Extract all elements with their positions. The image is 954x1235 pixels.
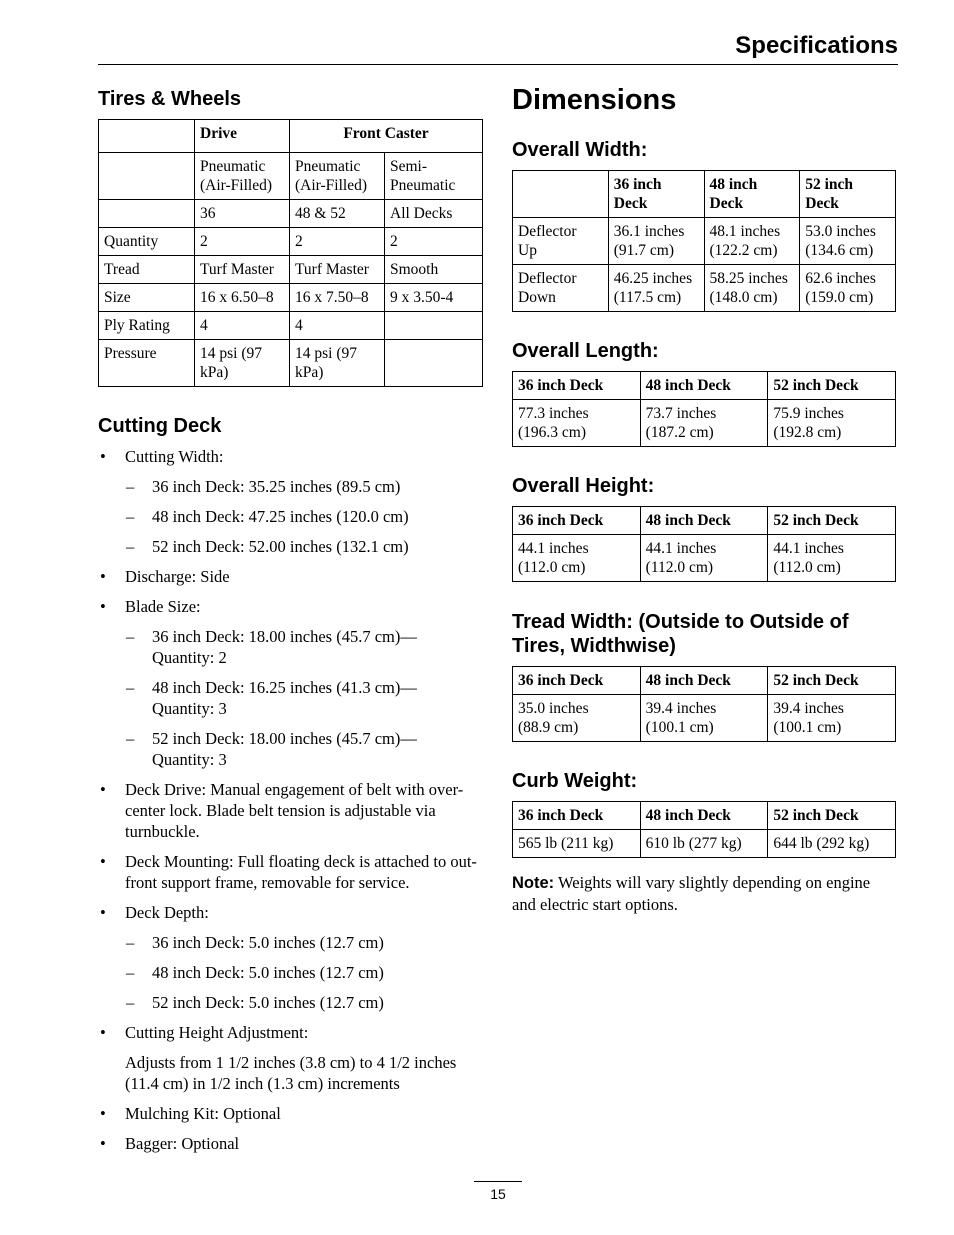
table-row: [513, 535, 896, 582]
table-row: [513, 507, 896, 535]
table-row: [99, 228, 483, 256]
table-cell: 46.25 inches (117.5 cm): [608, 265, 704, 312]
table-row: [513, 265, 896, 312]
table-row: [513, 830, 896, 858]
table-cell: 4: [195, 312, 290, 340]
page-number: 15: [490, 1186, 506, 1202]
list-item: – 52 inch Deck: 5.0 inches (12.7 cm): [126, 993, 384, 1012]
overall-width-table: [512, 170, 896, 312]
table-cell: 644 lb (292 kg): [768, 830, 896, 858]
list-item: – 52 inch Deck: 18.00 inches (45.7 cm)—Quantity: 3: [126, 729, 417, 769]
table-cell: 77.3 inches (196.3 cm): [513, 400, 641, 447]
list-item: – 36 inch Deck: 35.25 inches (89.5 cm): [126, 477, 401, 496]
overall-height-heading: Overall Height:: [512, 475, 655, 497]
tread-width-table: [512, 666, 896, 742]
table-cell: 75.9 inches (192.8 cm): [768, 400, 896, 447]
table-header-cell: 48 inch Deck: [704, 171, 800, 218]
table-cell: [99, 153, 195, 200]
table-cell: [99, 200, 195, 228]
table-cell: [513, 171, 609, 218]
table-row: [513, 695, 896, 742]
table-cell: 48 & 52: [290, 200, 385, 228]
list-item: • Cutting Width: – 36 inch Deck: 35.25 inches (89.5 cm) – 48 inch Deck: 47.25 inches (120.0 cm) – 52 inch Deck: 52.00 inches (132.1 cm): [98, 446, 482, 557]
list-item: – 48 inch Deck: 47.25 inches (120.0 cm): [126, 507, 409, 526]
table-cell: Deflector Up: [513, 218, 609, 265]
table-cell: 4: [290, 312, 385, 340]
curb-weight-heading: Curb Weight:: [512, 770, 638, 792]
list-item: • Bagger: Optional: [100, 1134, 240, 1153]
table-cell: Turf Master: [195, 256, 290, 284]
right-column: [512, 84, 898, 915]
page-section-title: Specifications: [735, 32, 898, 59]
table-cell: Deflector Down: [513, 265, 609, 312]
table-cell: Turf Master: [290, 256, 385, 284]
table-cell: Semi-Pneumatic: [385, 153, 483, 200]
weight-note: [512, 872, 898, 915]
table-cell: 16 x 7.50–8: [290, 284, 385, 312]
table-row: [513, 171, 896, 218]
table-cell: 2: [290, 228, 385, 256]
table-cell: 565 lb (211 kg): [513, 830, 641, 858]
list-item: • Cutting Height Adjustment: Adjusts from 1 1/2 inches (3.8 cm) to 4 1/2 inches (11.4 cm) in 1/2 inch (1.3 cm) increments: [98, 1022, 482, 1094]
table-cell: 39.4 inches (100.1 cm): [768, 695, 896, 742]
table-header-cell: 52 inch Deck: [768, 667, 896, 695]
table-header-cell: 52 inch Deck: [768, 507, 896, 535]
cutting-deck-heading: Cutting Deck: [98, 415, 222, 437]
tires-wheels-heading: Tires & Wheels: [98, 88, 242, 110]
overall-length-heading: Overall Length:: [512, 340, 659, 362]
table-header-cell: Drive: [195, 120, 290, 153]
table-cell: 36: [195, 200, 290, 228]
table-header-cell: 36 inch Deck: [513, 667, 641, 695]
table-header-cell: 48 inch Deck: [640, 667, 768, 695]
table-cell: Quantity: [99, 228, 195, 256]
table-row: [99, 312, 483, 340]
table-row: [99, 153, 483, 200]
list-item: – 52 inch Deck: 52.00 inches (132.1 cm): [126, 537, 409, 556]
table-cell: 53.0 inches (134.6 cm): [800, 218, 896, 265]
table-cell: Smooth: [385, 256, 483, 284]
table-header-cell: 52 inch Deck: [800, 171, 896, 218]
table-header-cell: 36 inch Deck: [513, 372, 641, 400]
table-cell: 2: [195, 228, 290, 256]
overall-height-table: [512, 506, 896, 582]
table-cell: 14 psi (97 kPa): [290, 340, 385, 387]
curb-weight-table: [512, 801, 896, 858]
table-cell: 44.1 inches (112.0 cm): [640, 535, 768, 582]
tread-width-heading: Tread Width: (Outside to Outside of Tires, Widthwise): [512, 611, 849, 657]
header-divider: [98, 64, 898, 65]
table-row: [99, 284, 483, 312]
table-header-cell: 36 inch Deck: [608, 171, 704, 218]
overall-length-table: [512, 371, 896, 447]
list-item: • Deck Drive: Manual engagement of belt with over-center lock. Blade belt tension is adjustable via turnbuckle.: [100, 780, 464, 841]
tires-wheels-table: [98, 119, 483, 387]
table-header-cell: 48 inch Deck: [640, 802, 768, 830]
left-column: [98, 88, 482, 1163]
table-cell: Pneumatic (Air-Filled): [195, 153, 290, 200]
list-item: – 48 inch Deck: 16.25 inches (41.3 cm)—Quantity: 3: [126, 678, 417, 718]
list-item: – 48 inch Deck: 5.0 inches (12.7 cm): [126, 963, 384, 982]
table-cell: 48.1 inches (122.2 cm): [704, 218, 800, 265]
table-cell: 2: [385, 228, 483, 256]
note-text: Weights will vary slightly depending on engine and electric start options.: [512, 873, 871, 914]
footer-divider: [474, 1181, 522, 1182]
table-row: [513, 802, 896, 830]
table-row: [513, 400, 896, 447]
list-item: • Mulching Kit: Optional: [100, 1104, 281, 1123]
table-cell: 9 x 3.50-4: [385, 284, 483, 312]
table-cell: 62.6 inches (159.0 cm): [800, 265, 896, 312]
table-cell: Pressure: [99, 340, 195, 387]
table-header-cell: 52 inch Deck: [768, 372, 896, 400]
overall-width-heading: Overall Width:: [512, 139, 648, 161]
table-cell: 44.1 inches (112.0 cm): [768, 535, 896, 582]
table-cell: Tread: [99, 256, 195, 284]
dimensions-heading: Dimensions: [512, 84, 677, 116]
list-item: • Deck Mounting: Full floating deck is attached to out-front support frame, removable for service.: [100, 852, 477, 892]
table-cell: Ply Rating: [99, 312, 195, 340]
table-header-cell: 36 inch Deck: [513, 507, 641, 535]
table-cell: 16 x 6.50–8: [195, 284, 290, 312]
table-row: [513, 667, 896, 695]
cutting-deck-list: [98, 446, 482, 1154]
table-cell: Size: [99, 284, 195, 312]
table-row: [99, 200, 483, 228]
table-cell: 610 lb (277 kg): [640, 830, 768, 858]
table-cell: 58.25 inches (148.0 cm): [704, 265, 800, 312]
table-row: [99, 340, 483, 387]
list-item: – 36 inch Deck: 5.0 inches (12.7 cm): [126, 933, 384, 952]
table-header-cell: Front Caster: [290, 120, 483, 153]
cutting-height-detail: Adjusts from 1 1/2 inches (3.8 cm) to 4 1/2 inches (11.4 cm) in 1/2 inch (1.3 cm) increments: [125, 1053, 457, 1093]
list-item: – 36 inch Deck: 18.00 inches (45.7 cm)—Quantity: 2: [126, 627, 417, 667]
table-cell: 35.0 inches (88.9 cm): [513, 695, 641, 742]
table-cell: Pneumatic (Air-Filled): [290, 153, 385, 200]
table-cell: All Decks: [385, 200, 483, 228]
table-cell: [385, 340, 483, 387]
table-cell: 44.1 inches (112.0 cm): [513, 535, 641, 582]
table-cell: 14 psi (97 kPa): [195, 340, 290, 387]
list-item: • Blade Size: – 36 inch Deck: 18.00 inches (45.7 cm)—Quantity: 2 – 48 inch Deck: 16.25 inches (41.3 cm)—Quantity: 3 – 52 inch Deck: 18.00 inches (45.7 cm)—Quantity: 3: [98, 596, 482, 770]
table-row: [99, 256, 483, 284]
table-cell: [385, 312, 483, 340]
table-row: [513, 218, 896, 265]
table-header-cell: 48 inch Deck: [640, 507, 768, 535]
table-row: [99, 120, 483, 153]
note-label: Note:: [512, 874, 555, 892]
list-item: • Deck Depth: – 36 inch Deck: 5.0 inches (12.7 cm) – 48 inch Deck: 5.0 inches (12.7 cm) – 52 inch Deck: 5.0 inches (12.7 cm): [98, 902, 482, 1013]
table-cell: 73.7 inches (187.2 cm): [640, 400, 768, 447]
table-header-cell: 48 inch Deck: [640, 372, 768, 400]
table-cell: 36.1 inches (91.7 cm): [608, 218, 704, 265]
table-row: [513, 372, 896, 400]
table-cell: 39.4 inches (100.1 cm): [640, 695, 768, 742]
table-header-cell: 36 inch Deck: [513, 802, 641, 830]
list-item: • Discharge: Side: [100, 567, 230, 586]
table-header-cell: 52 inch Deck: [768, 802, 896, 830]
table-cell: [99, 120, 195, 153]
